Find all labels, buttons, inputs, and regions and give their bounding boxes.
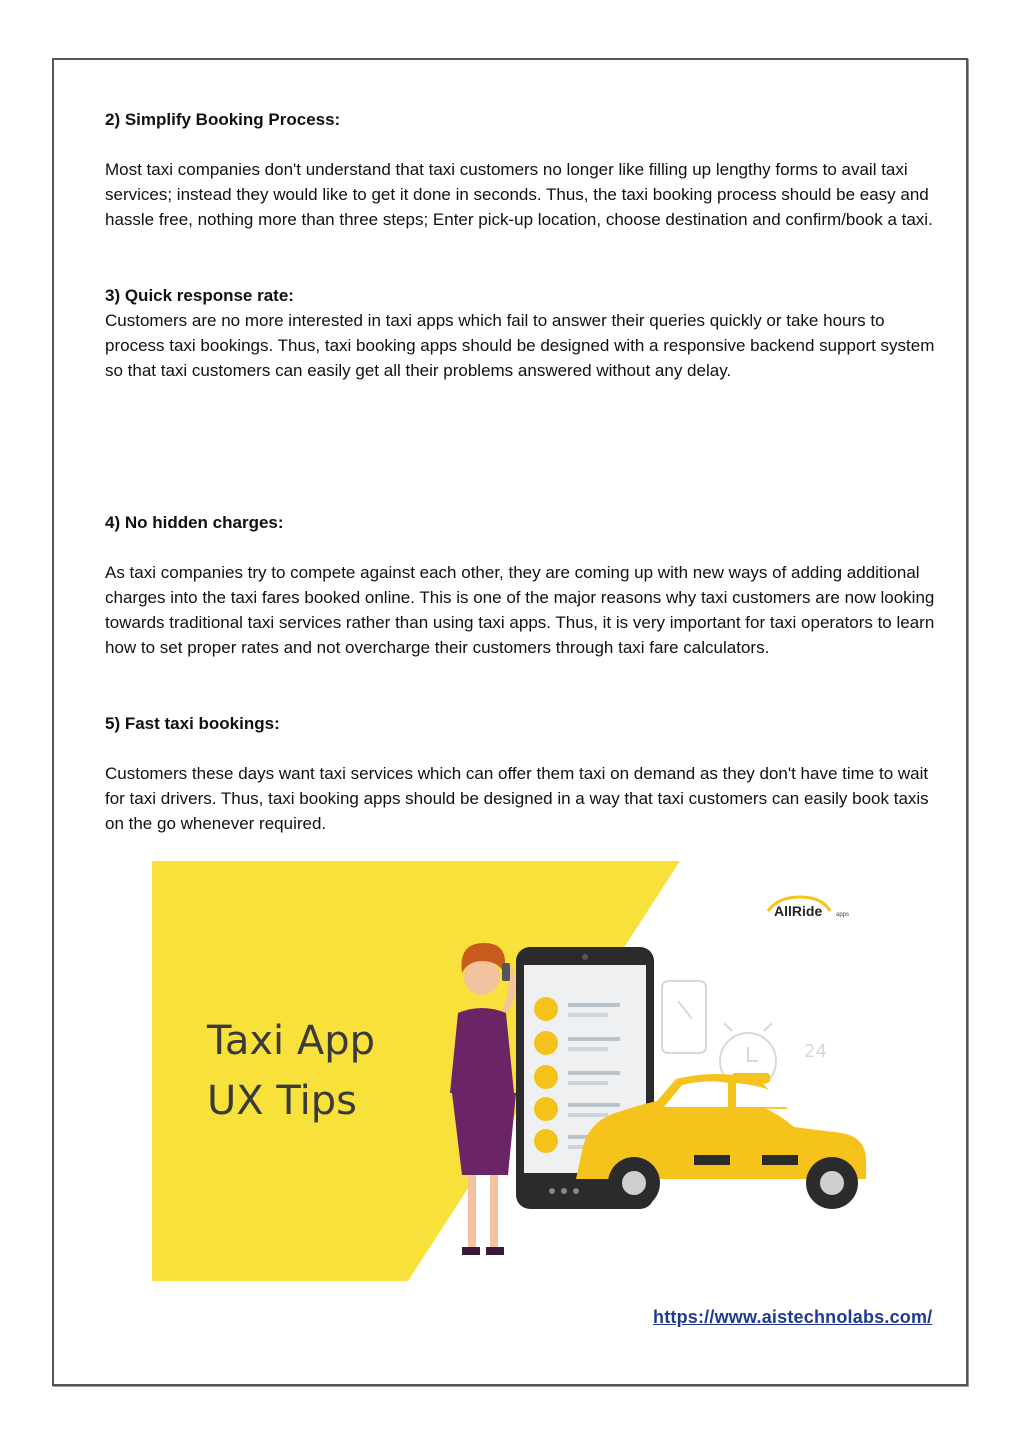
section-body-simplify-booking: Most taxi companies don't understand that taxi customers no longer like filling up lengthy forms to avail taxi services; instead they would like to get it done in seconds. Thus, the taxi booking process should be easy and hassle free, nothing more than three steps; Enter pick-up location, choose destination and confirm/book a taxi. [105, 160, 933, 229]
section-body-fast-bookings: Customers these days want taxi services which can offer them taxi on demand as they don't have time to wait for taxi drivers. Thus, taxi booking apps should be designed in a way that taxi customers can easily book taxis on the go whenever required. [105, 764, 929, 833]
section-body-hidden-charges: As taxi companies try to compete against each other, they are coming up with new ways of adding additional charges into the taxi fares booked online. This is one of the major reasons why taxi customers are now looking towards traditional taxi services rather than using taxi apps. Thus, it is very important for taxi operators to learn how to set proper rates and not overcharge their customers through taxi fare calculators. [105, 563, 935, 657]
hero-title-line2: UX Tips [207, 1078, 357, 1124]
brand-name: AllRide [774, 903, 823, 919]
allride-logo [768, 897, 849, 919]
section-heading-fast-bookings: 5) Fast taxi bookings: [105, 714, 280, 733]
section-heading-quick-response: 3) Quick response rate: [105, 286, 294, 305]
brand-sub: apps [836, 912, 850, 918]
section-heading-hidden-charges: 4) No hidden charges: [105, 513, 284, 532]
hero-illustration [152, 861, 880, 1281]
clock-24-label: 24 [804, 1041, 827, 1062]
phone-hint-icon [662, 981, 706, 1053]
hero-title-line1: Taxi App [207, 1018, 375, 1064]
footer-url-link[interactable]: https://www.aistechnolabs.com/ [653, 1307, 933, 1327]
section-heading-simplify-booking: 2) Simplify Booking Process: [105, 110, 341, 129]
section-body-quick-response: Customers are no more interested in taxi apps which fail to answer their queries quickly or take hours to process taxi bookings. Thus, taxi booking apps should be designed with a responsive backend support system so that taxi customers can easily get all their problems answered without any delay. [105, 311, 935, 380]
